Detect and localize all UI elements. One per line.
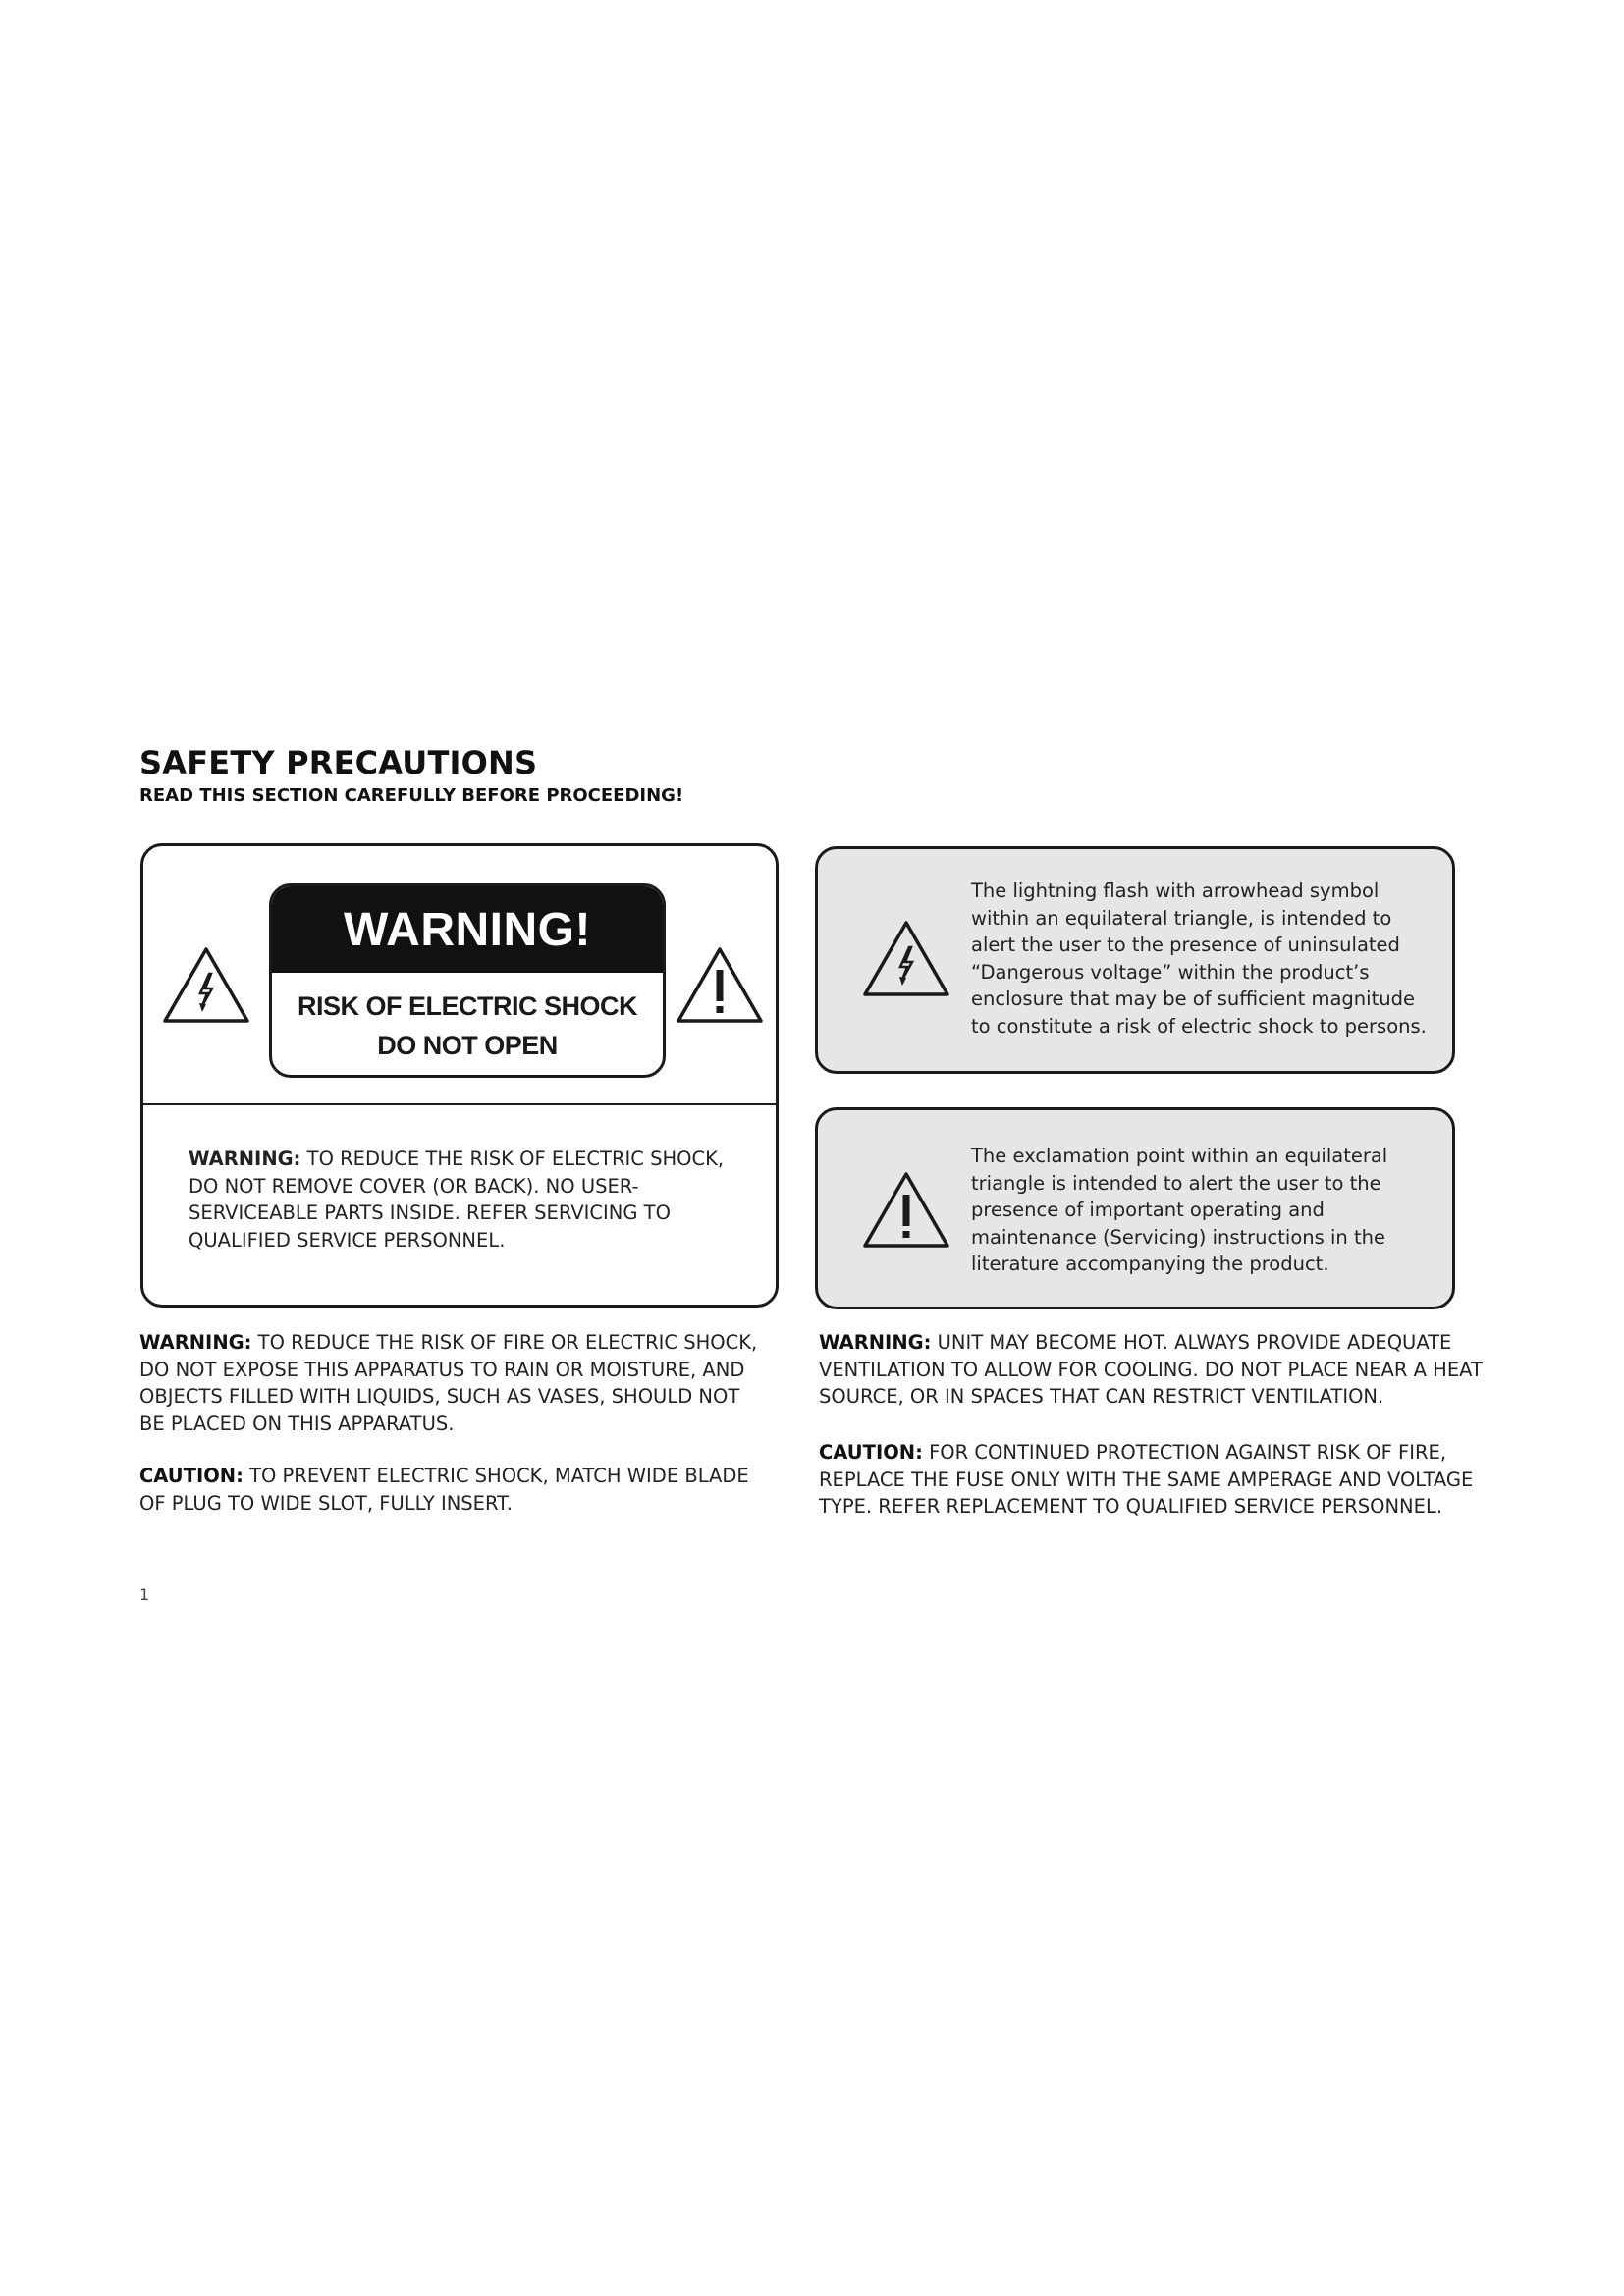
fire-shock-warning [139, 1329, 768, 1437]
heat-warning-label: WARNING: [819, 1331, 932, 1354]
page-number: 1 [139, 1585, 150, 1604]
heat-warning-text: UNIT MAY BECOME HOT. ALWAYS PROVIDE ADEQUATE VENTILATION TO ALLOW FOR COOLING. DO NOT PLACE NEAR A HEAT SOURCE, OR IN SPACES THAT CAN RESTRICT VENTILATION. [819, 1331, 1483, 1408]
warning-note-text: TO REDUCE THE RISK OF ELECTRIC SHOCK, DO NOT REMOVE COVER (OR BACK). NO USER-SERVICEABLE PARTS INSIDE. REFER SERVICING TO QUALIFIED SERVICE PERSONNEL. [189, 1148, 725, 1252]
warning-sign-line-1: RISK OF ELECTRIC SHOCK [297, 991, 637, 1021]
warning-note-label: WARNING: [189, 1148, 301, 1170]
exclamation-triangle-icon [675, 944, 765, 1025]
page-subtitle: READ THIS SECTION CAREFULLY BEFORE PROCEEDING! [139, 785, 684, 806]
warning-panel [140, 843, 779, 1308]
page-title: SAFETY PRECAUTIONS [139, 744, 538, 781]
warning-sign [269, 883, 666, 1078]
exclamation-info-panel [815, 1107, 1455, 1309]
fire-shock-warning-text: TO REDUCE THE RISK OF FIRE OR ELECTRIC SHOCK, DO NOT EXPOSE THIS APPARATUS TO RAIN OR MOISTURE, AND OBJECTS FILLED WITH LIQUIDS, SUCH AS VASES, SHOULD NOT BE PLACED ON THIS APPARATUS. [139, 1331, 758, 1435]
lightning-info-text: The lightning flash with arrowhead symbol within an equilateral triangle, is intended to alert the user to the presence of uninsulated “Dangerous voltage” within the product’s enclosure that may be of sufficient magnitude to constitute a risk of electric shock to persons. [971, 880, 1427, 1038]
lightning-triangle-icon [861, 918, 951, 1002]
plug-caution [139, 1463, 768, 1517]
exclamation-info-text: The exclamation point within an equilateral triangle is intended to alert the user to the presence of important operating and maintenance (Servicing) instructions in the literature accompanying the product. [971, 1145, 1388, 1275]
plug-caution-label: CAUTION: [139, 1465, 244, 1487]
warning-sign-title: WARNING! [272, 886, 663, 973]
lightning-triangle-icon [161, 944, 251, 1025]
fuse-caution-label: CAUTION: [819, 1441, 923, 1464]
plug-caution-text: TO PREVENT ELECTRIC SHOCK, MATCH WIDE BLADE OF PLUG TO WIDE SLOT, FULLY INSERT. [139, 1465, 749, 1515]
warning-sign-line-2: DO NOT OPEN [377, 1031, 558, 1060]
fuse-caution [819, 1439, 1487, 1521]
warning-note [189, 1146, 748, 1254]
exclamation-triangle-icon [861, 1169, 951, 1254]
lightning-info-panel [815, 846, 1455, 1074]
fuse-caution-text: FOR CONTINUED PROTECTION AGAINST RISK OF FIRE, REPLACE THE FUSE ONLY WITH THE SAME AMPERAGE AND VOLTAGE TYPE. REFER REPLACEMENT TO QUALIFIED SERVICE PERSONNEL. [819, 1441, 1474, 1518]
warning-panel-divider [143, 1103, 776, 1105]
fire-shock-warning-label: WARNING: [139, 1331, 252, 1354]
heat-warning [819, 1329, 1487, 1411]
